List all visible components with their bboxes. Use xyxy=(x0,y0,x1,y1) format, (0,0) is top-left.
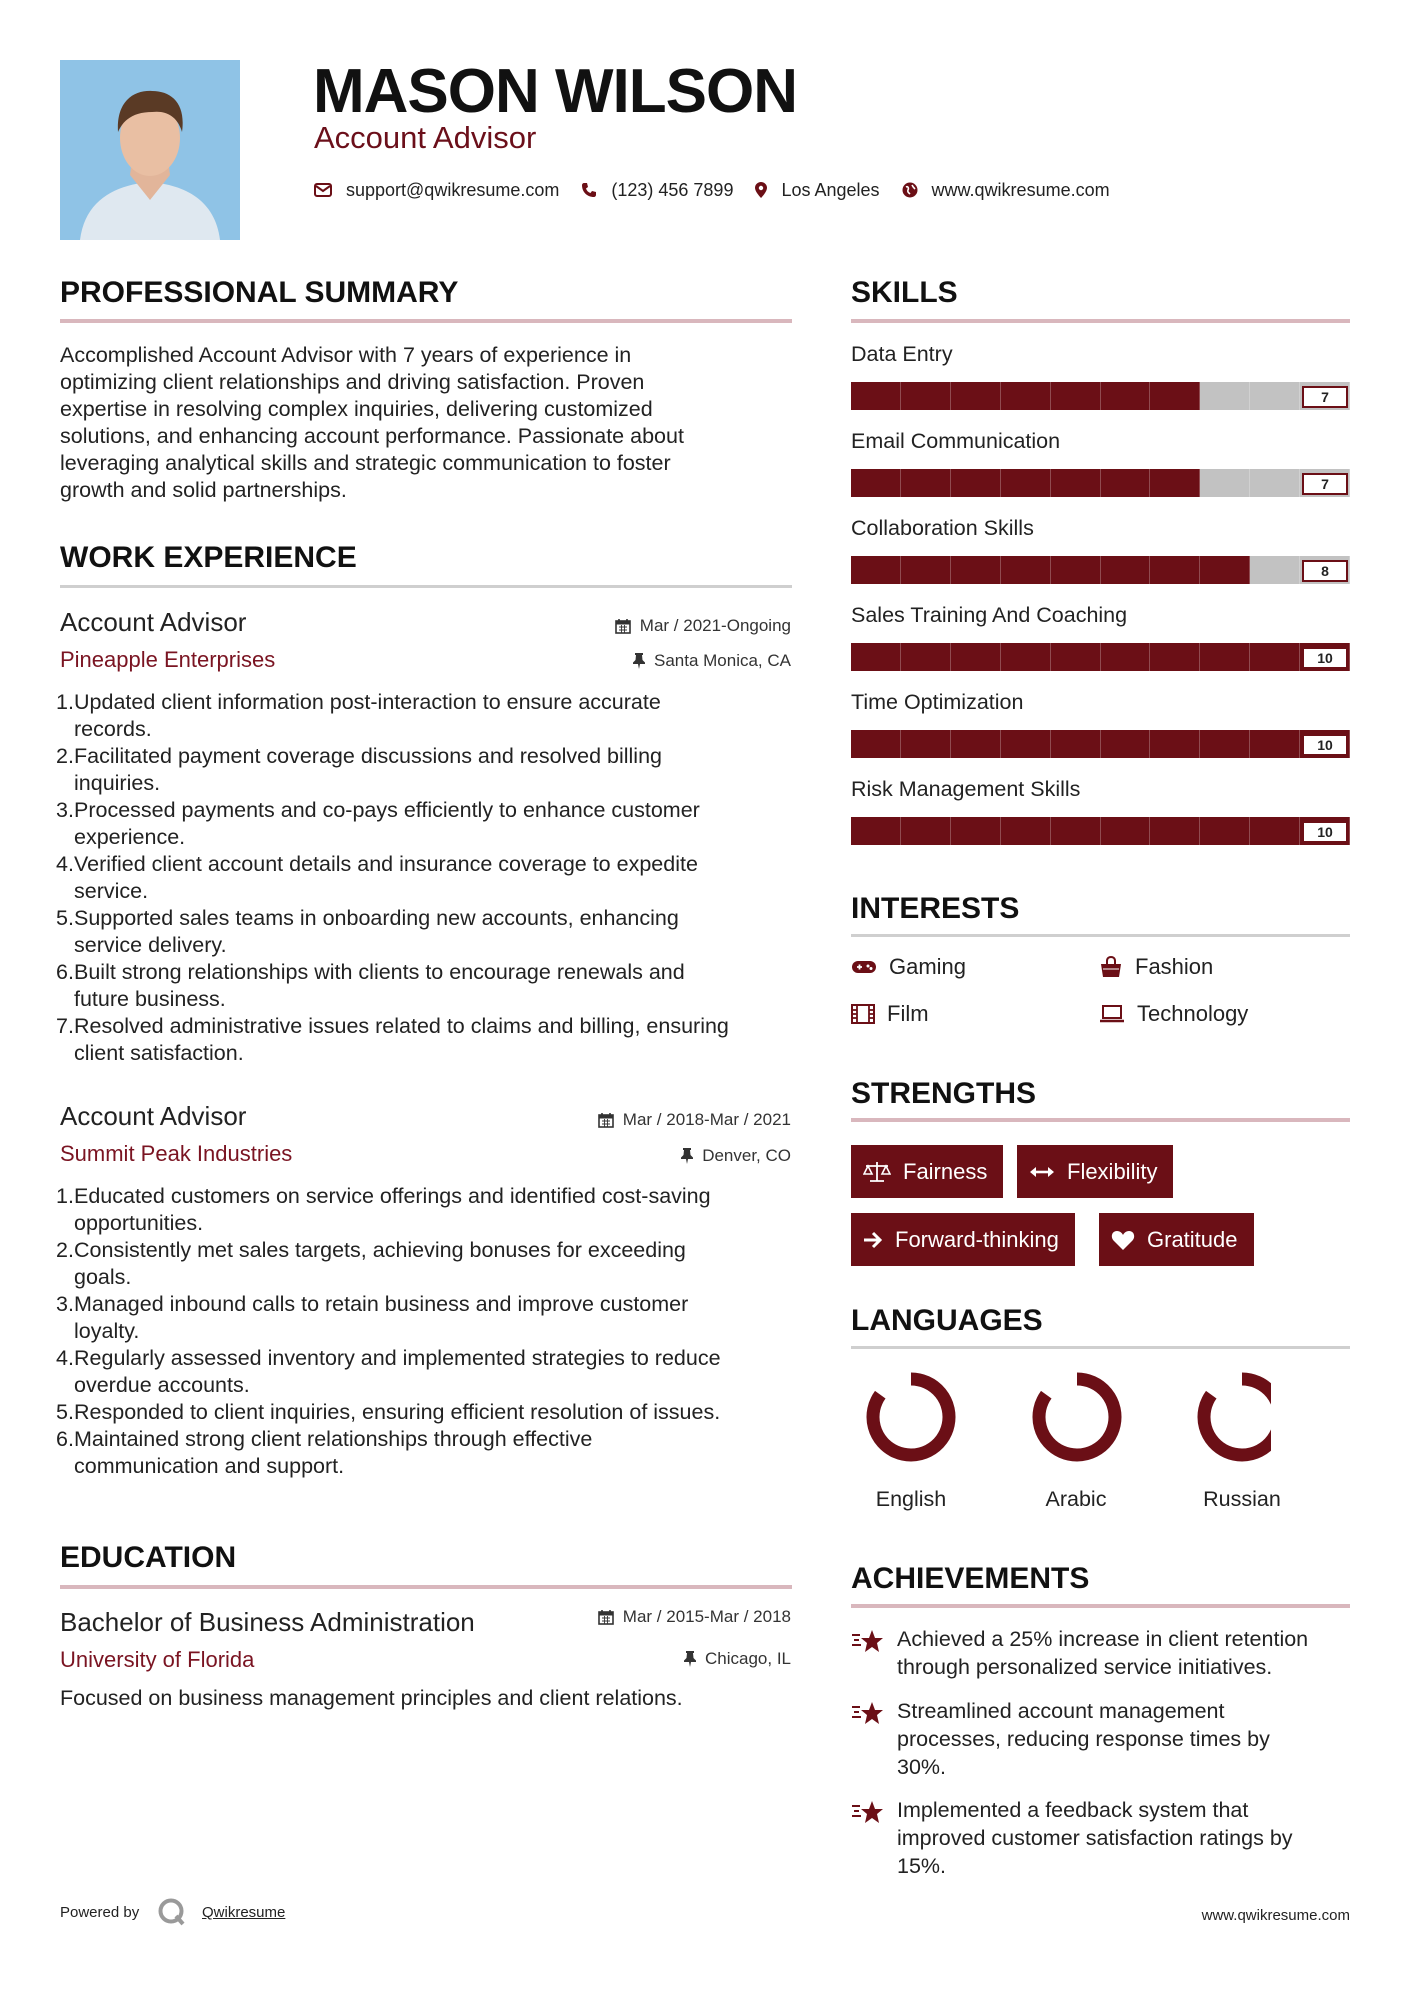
list-item xyxy=(56,1237,792,1291)
language-label: Russian xyxy=(1203,1487,1281,1511)
summary-line: leveraging analytical skills and strategic communication to foster xyxy=(60,451,671,475)
strength-label: Forward-thinking xyxy=(895,1226,1059,1252)
list-item xyxy=(56,797,792,851)
strength-label: Fairness xyxy=(903,1158,988,1184)
shopping-bag-icon xyxy=(1099,956,1123,978)
contact-email[interactable] xyxy=(314,180,559,201)
skill-bar-segment xyxy=(1150,556,1200,584)
skill-label: Email Communication xyxy=(851,429,1061,453)
film-icon xyxy=(851,1004,875,1024)
skill-label: Collaboration Skills xyxy=(851,516,1034,540)
skill-label: Time Optimization xyxy=(851,690,1024,714)
education-heading: EDUCATION xyxy=(60,1541,237,1574)
list-item-text: Supported sales teams in onboarding new accounts, enhancing xyxy=(74,906,679,930)
achievement-item xyxy=(851,1625,1351,1681)
skill-bar-segment xyxy=(951,469,1001,497)
person-portrait-image xyxy=(60,60,240,240)
interest-label: Film xyxy=(887,1001,929,1026)
experience-heading: WORK EXPERIENCE xyxy=(60,541,357,574)
arrows-horizontal-icon xyxy=(1029,1165,1055,1179)
skill-bar-segment xyxy=(901,469,951,497)
languages-divider xyxy=(851,1346,1350,1349)
skill-bar-segment xyxy=(851,643,901,671)
skill-bar-segment xyxy=(851,469,901,497)
shooting-star-icon xyxy=(851,1627,885,1655)
company-name: Pineapple Enterprises xyxy=(60,647,276,672)
achievement-line: processes, reducing response times by xyxy=(897,1727,1270,1751)
list-item-text: future business. xyxy=(74,987,226,1011)
skill-bar-segment xyxy=(1200,382,1250,410)
skill-bar-segment xyxy=(1250,643,1300,671)
language-proficiency-ring xyxy=(1039,1379,1115,1455)
list-item-text: loyalty. xyxy=(74,1319,140,1343)
skill-bar xyxy=(851,556,1350,584)
achievements-divider xyxy=(851,1604,1350,1608)
list-item-text: records. xyxy=(74,717,152,741)
list-item-text: Processed payments and co-pays efficiently to enhance customer xyxy=(74,798,700,822)
job-responsibilities xyxy=(56,689,792,1067)
skill-bar-segment xyxy=(1200,556,1250,584)
shooting-star-icon xyxy=(851,1798,885,1826)
list-item xyxy=(56,905,792,959)
skill-bar-segment xyxy=(1101,730,1151,758)
list-item-text: Facilitated payment coverage discussions and resolved billing xyxy=(74,744,662,768)
skill-bar-segment xyxy=(1250,817,1300,845)
experience-divider xyxy=(60,585,792,588)
footer-website[interactable]: www.qwikresume.com xyxy=(1201,1907,1350,1924)
language-rings xyxy=(851,1365,1271,1480)
phone-icon xyxy=(581,182,597,198)
list-item-text: Verified client account details and insurance coverage to expedite xyxy=(74,852,698,876)
website-text: www.qwikresume.com xyxy=(931,179,1110,200)
interest-gaming xyxy=(851,954,966,980)
strengths-divider xyxy=(851,1118,1350,1122)
skill-bar-segment xyxy=(1101,556,1151,584)
contact-location xyxy=(755,180,879,201)
skill-bar-segment xyxy=(901,556,951,584)
job-dates-text: Mar / 2021-Ongoing xyxy=(639,616,791,635)
skill-level-badge: 8 xyxy=(1302,560,1348,582)
interest-fashion xyxy=(1099,954,1213,980)
skill-level-badge: 10 xyxy=(1302,734,1348,756)
list-item xyxy=(56,851,792,905)
strengths-heading: STRENGTHS xyxy=(851,1077,1037,1110)
candidate-title: Account Advisor xyxy=(314,120,537,155)
skill-bar xyxy=(851,382,1350,410)
skill-bar-segment xyxy=(1250,730,1300,758)
skill-bar-segment xyxy=(901,382,951,410)
interest-label: Technology xyxy=(1137,1001,1249,1026)
skill-bar-segment xyxy=(1250,469,1300,497)
achievement-text xyxy=(897,1796,1293,1880)
skill-level-badge: 10 xyxy=(1302,821,1348,843)
pushpin-icon xyxy=(684,1651,696,1667)
list-item-text: communication and support. xyxy=(74,1454,345,1478)
phone-text: (123) 456 7899 xyxy=(611,179,734,200)
interests-heading: INTERESTS xyxy=(851,892,1020,925)
school-name: University of Florida xyxy=(60,1647,255,1672)
skill-bar-segment xyxy=(851,382,901,410)
achievements-heading: ACHIEVEMENTS xyxy=(851,1562,1090,1595)
skill-bar-segment xyxy=(1200,730,1250,758)
skill-level-badge: 7 xyxy=(1302,473,1348,495)
heart-icon xyxy=(1111,1229,1135,1251)
strength-label: Flexibility xyxy=(1067,1158,1158,1184)
interest-technology xyxy=(1099,1001,1248,1027)
education-location xyxy=(684,1649,791,1669)
achievement-line: 30%. xyxy=(897,1755,947,1779)
strength-chip xyxy=(851,1145,1003,1198)
list-number: 1. xyxy=(56,690,74,714)
list-number: 4. xyxy=(56,1346,74,1370)
degree-title: Bachelor of Business Administration xyxy=(60,1607,475,1637)
candidate-name: MASON WILSON xyxy=(313,57,797,126)
list-item xyxy=(56,1183,792,1237)
list-number: 5. xyxy=(56,906,74,930)
skill-bar-segment xyxy=(1200,817,1250,845)
skill-bar xyxy=(851,730,1350,758)
skill-bar-segment xyxy=(1051,730,1101,758)
skill-bar-segment xyxy=(1200,469,1250,497)
skill-bar xyxy=(851,469,1350,497)
language-proficiency-ring xyxy=(1204,1379,1271,1455)
list-item-text: client satisfaction. xyxy=(74,1041,244,1065)
achievement-item xyxy=(851,1796,1351,1880)
achievement-line: 15%. xyxy=(897,1854,947,1878)
qwikresume-link[interactable]: Qwikresume xyxy=(202,1904,286,1921)
map-pin-icon xyxy=(755,182,767,198)
list-number: 6. xyxy=(56,960,74,984)
summary-line: Accomplished Account Advisor with 7 years of experience in xyxy=(60,343,632,367)
skill-bar-segment xyxy=(851,817,901,845)
skill-bar-segment xyxy=(1101,817,1151,845)
list-item-text: service delivery. xyxy=(74,933,227,957)
summary-line: optimizing client relationships and driving satisfaction. Proven xyxy=(60,370,645,394)
skill-bar-segment xyxy=(1101,469,1151,497)
list-number: 4. xyxy=(56,852,74,876)
list-number: 6. xyxy=(56,1427,74,1451)
job-location-text: Santa Monica, CA xyxy=(653,651,791,670)
list-item-text: opportunities. xyxy=(74,1211,204,1235)
skills-divider xyxy=(851,319,1350,323)
list-item-text: Regularly assessed inventory and implemented strategies to reduce xyxy=(74,1346,721,1370)
strength-chip xyxy=(1017,1145,1173,1198)
job-location xyxy=(681,1146,791,1166)
achievement-line: improved customer satisfaction ratings by xyxy=(897,1826,1293,1850)
job-location xyxy=(633,651,791,671)
languages-heading: LANGUAGES xyxy=(851,1304,1043,1337)
skill-bar xyxy=(851,643,1350,671)
strength-label: Gratitude xyxy=(1147,1226,1238,1252)
education-description: Focused on business management principles and client relations. xyxy=(60,1686,683,1710)
achievement-line: Implemented a feedback system that xyxy=(897,1798,1249,1822)
skill-bar-segment xyxy=(951,730,1001,758)
summary-line: solutions, and enhancing account performance. Passionate about xyxy=(60,424,684,448)
language-proficiency-ring xyxy=(873,1379,949,1455)
skill-bar-segment xyxy=(1150,382,1200,410)
envelope-icon xyxy=(314,183,332,197)
education-location-text: Chicago, IL xyxy=(705,1649,791,1668)
interest-film xyxy=(851,1001,929,1027)
job-title: Account Advisor xyxy=(60,1101,247,1131)
list-item-text: Resolved administrative issues related to claims and billing, ensuring xyxy=(74,1014,729,1038)
list-item-text: Consistently met sales targets, achieving bonuses for exceeding xyxy=(74,1238,686,1262)
list-item-text: Maintained strong client relationships through effective xyxy=(74,1427,593,1451)
job-title: Account Advisor xyxy=(60,607,247,637)
achievement-text xyxy=(897,1697,1270,1781)
list-item-text: Managed inbound calls to retain business and improve customer xyxy=(74,1292,689,1316)
shooting-star-icon xyxy=(851,1699,885,1727)
calendar-icon xyxy=(598,1112,614,1128)
skill-bar-segment xyxy=(1051,469,1101,497)
skill-bar-segment xyxy=(1001,817,1051,845)
skill-bar-segment xyxy=(901,643,951,671)
list-number: 3. xyxy=(56,798,74,822)
skill-bar-segment xyxy=(1051,643,1101,671)
education-dates-text: Mar / 2015-Mar / 2018 xyxy=(622,1607,791,1626)
interest-label: Fashion xyxy=(1135,954,1214,979)
skill-bar-segment xyxy=(1150,730,1200,758)
skill-bar-segment xyxy=(951,382,1001,410)
laptop-icon xyxy=(1099,1005,1125,1023)
list-number: 7. xyxy=(56,1014,74,1038)
list-item-text: Responded to client inquiries, ensuring efficient resolution of issues. xyxy=(74,1400,721,1424)
job-dates-text: Mar / 2018-Mar / 2021 xyxy=(622,1110,791,1129)
list-item-text: Updated client information post-interaction to ensure accurate xyxy=(74,690,661,714)
achievement-line: Achieved a 25% increase in client retention xyxy=(897,1627,1309,1651)
summary-line: growth and solid partnerships. xyxy=(60,478,347,502)
location-text: Los Angeles xyxy=(781,179,880,200)
skill-label: Risk Management Skills xyxy=(851,777,1081,801)
skill-bar-segment xyxy=(1001,382,1051,410)
achievement-item xyxy=(851,1697,1351,1781)
skill-label: Data Entry xyxy=(851,342,953,366)
calendar-icon xyxy=(615,618,631,634)
calendar-icon xyxy=(598,1609,614,1625)
strength-chip xyxy=(1099,1213,1254,1266)
skill-bar-segment xyxy=(951,817,1001,845)
job-dates xyxy=(598,1110,791,1130)
list-item xyxy=(56,959,792,1013)
skill-level-badge: 7 xyxy=(1302,386,1348,408)
skill-bar-segment xyxy=(1150,643,1200,671)
skill-bar-segment xyxy=(1001,556,1051,584)
interest-label: Gaming xyxy=(889,954,967,979)
list-item-text: Educated customers on service offerings and identified cost-saving xyxy=(74,1184,711,1208)
arrow-right-icon xyxy=(863,1231,883,1249)
contact-bar xyxy=(314,177,1132,203)
achievement-line: through personalized service initiatives. xyxy=(897,1655,1273,1679)
skill-bar-segment xyxy=(1250,382,1300,410)
skill-bar-segment xyxy=(1150,469,1200,497)
qwikresume-logo-icon xyxy=(157,1897,187,1927)
job-dates xyxy=(615,616,791,636)
globe-icon xyxy=(902,182,918,198)
skill-bar-segment xyxy=(901,730,951,758)
skill-level-badge: 10 xyxy=(1302,647,1348,669)
list-item xyxy=(56,1399,792,1426)
skill-bar-segment xyxy=(951,556,1001,584)
education-divider xyxy=(60,1585,792,1589)
skill-bar-segment xyxy=(1101,643,1151,671)
skill-bar-segment xyxy=(851,730,901,758)
achievement-line: Streamlined account management xyxy=(897,1699,1225,1723)
skill-bar-segment xyxy=(1001,469,1051,497)
list-item-text: service. xyxy=(74,879,149,903)
email-text: support@qwikresume.com xyxy=(346,179,560,200)
skill-bar-segment xyxy=(1051,382,1101,410)
list-item xyxy=(56,1345,792,1399)
skill-bar-segment xyxy=(951,643,1001,671)
skill-bar-segment xyxy=(1250,556,1300,584)
pushpin-icon xyxy=(681,1148,693,1164)
contact-website[interactable] xyxy=(902,180,1110,201)
pushpin-icon xyxy=(633,653,645,669)
job-responsibilities xyxy=(56,1183,792,1480)
education-dates xyxy=(598,1607,791,1627)
job-location-text: Denver, CO xyxy=(702,1146,791,1165)
list-number: 2. xyxy=(56,744,74,768)
list-item-text: Built strong relationships with clients to encourage renewals and xyxy=(74,960,685,984)
gamepad-icon xyxy=(851,959,877,975)
list-item-text: goals. xyxy=(74,1265,132,1289)
list-number: 2. xyxy=(56,1238,74,1262)
list-item xyxy=(56,743,792,797)
skill-bar-segment xyxy=(1051,817,1101,845)
language-label: Arabic xyxy=(1045,1487,1107,1511)
skill-bar-segment xyxy=(1001,730,1051,758)
skill-bar-segment xyxy=(851,556,901,584)
list-item-text: overdue accounts. xyxy=(74,1373,250,1397)
summary-divider xyxy=(60,319,792,323)
skill-bar xyxy=(851,817,1350,845)
skill-bar-segment xyxy=(1150,817,1200,845)
list-number: 5. xyxy=(56,1400,74,1424)
summary-text xyxy=(60,342,800,504)
skill-bar-segment xyxy=(1200,643,1250,671)
balance-scale-icon xyxy=(863,1161,891,1183)
skills-heading: SKILLS xyxy=(851,276,958,309)
company-name: Summit Peak Industries xyxy=(60,1141,293,1166)
list-item xyxy=(56,1013,792,1067)
profile-photo xyxy=(60,60,240,240)
list-item-text: inquiries. xyxy=(74,771,161,795)
list-item xyxy=(56,689,792,743)
interests-divider xyxy=(851,934,1350,937)
summary-line: expertise in resolving complex inquiries, delivering customized xyxy=(60,397,653,421)
skill-bar-segment xyxy=(1101,382,1151,410)
list-item xyxy=(56,1291,792,1345)
powered-by-text: Powered by xyxy=(60,1904,140,1921)
contact-phone[interactable] xyxy=(581,180,733,201)
skill-bar-segment xyxy=(1051,556,1101,584)
list-number: 1. xyxy=(56,1184,74,1208)
achievement-text xyxy=(897,1625,1308,1681)
skill-label: Sales Training And Coaching xyxy=(851,603,1128,627)
list-item-text: experience. xyxy=(74,825,186,849)
list-number: 3. xyxy=(56,1292,74,1316)
skill-bar-segment xyxy=(1001,643,1051,671)
list-item xyxy=(56,1426,792,1480)
skill-bar-segment xyxy=(901,817,951,845)
strength-chip xyxy=(851,1213,1075,1266)
language-label: English xyxy=(875,1487,947,1511)
summary-heading: PROFESSIONAL SUMMARY xyxy=(60,276,459,309)
